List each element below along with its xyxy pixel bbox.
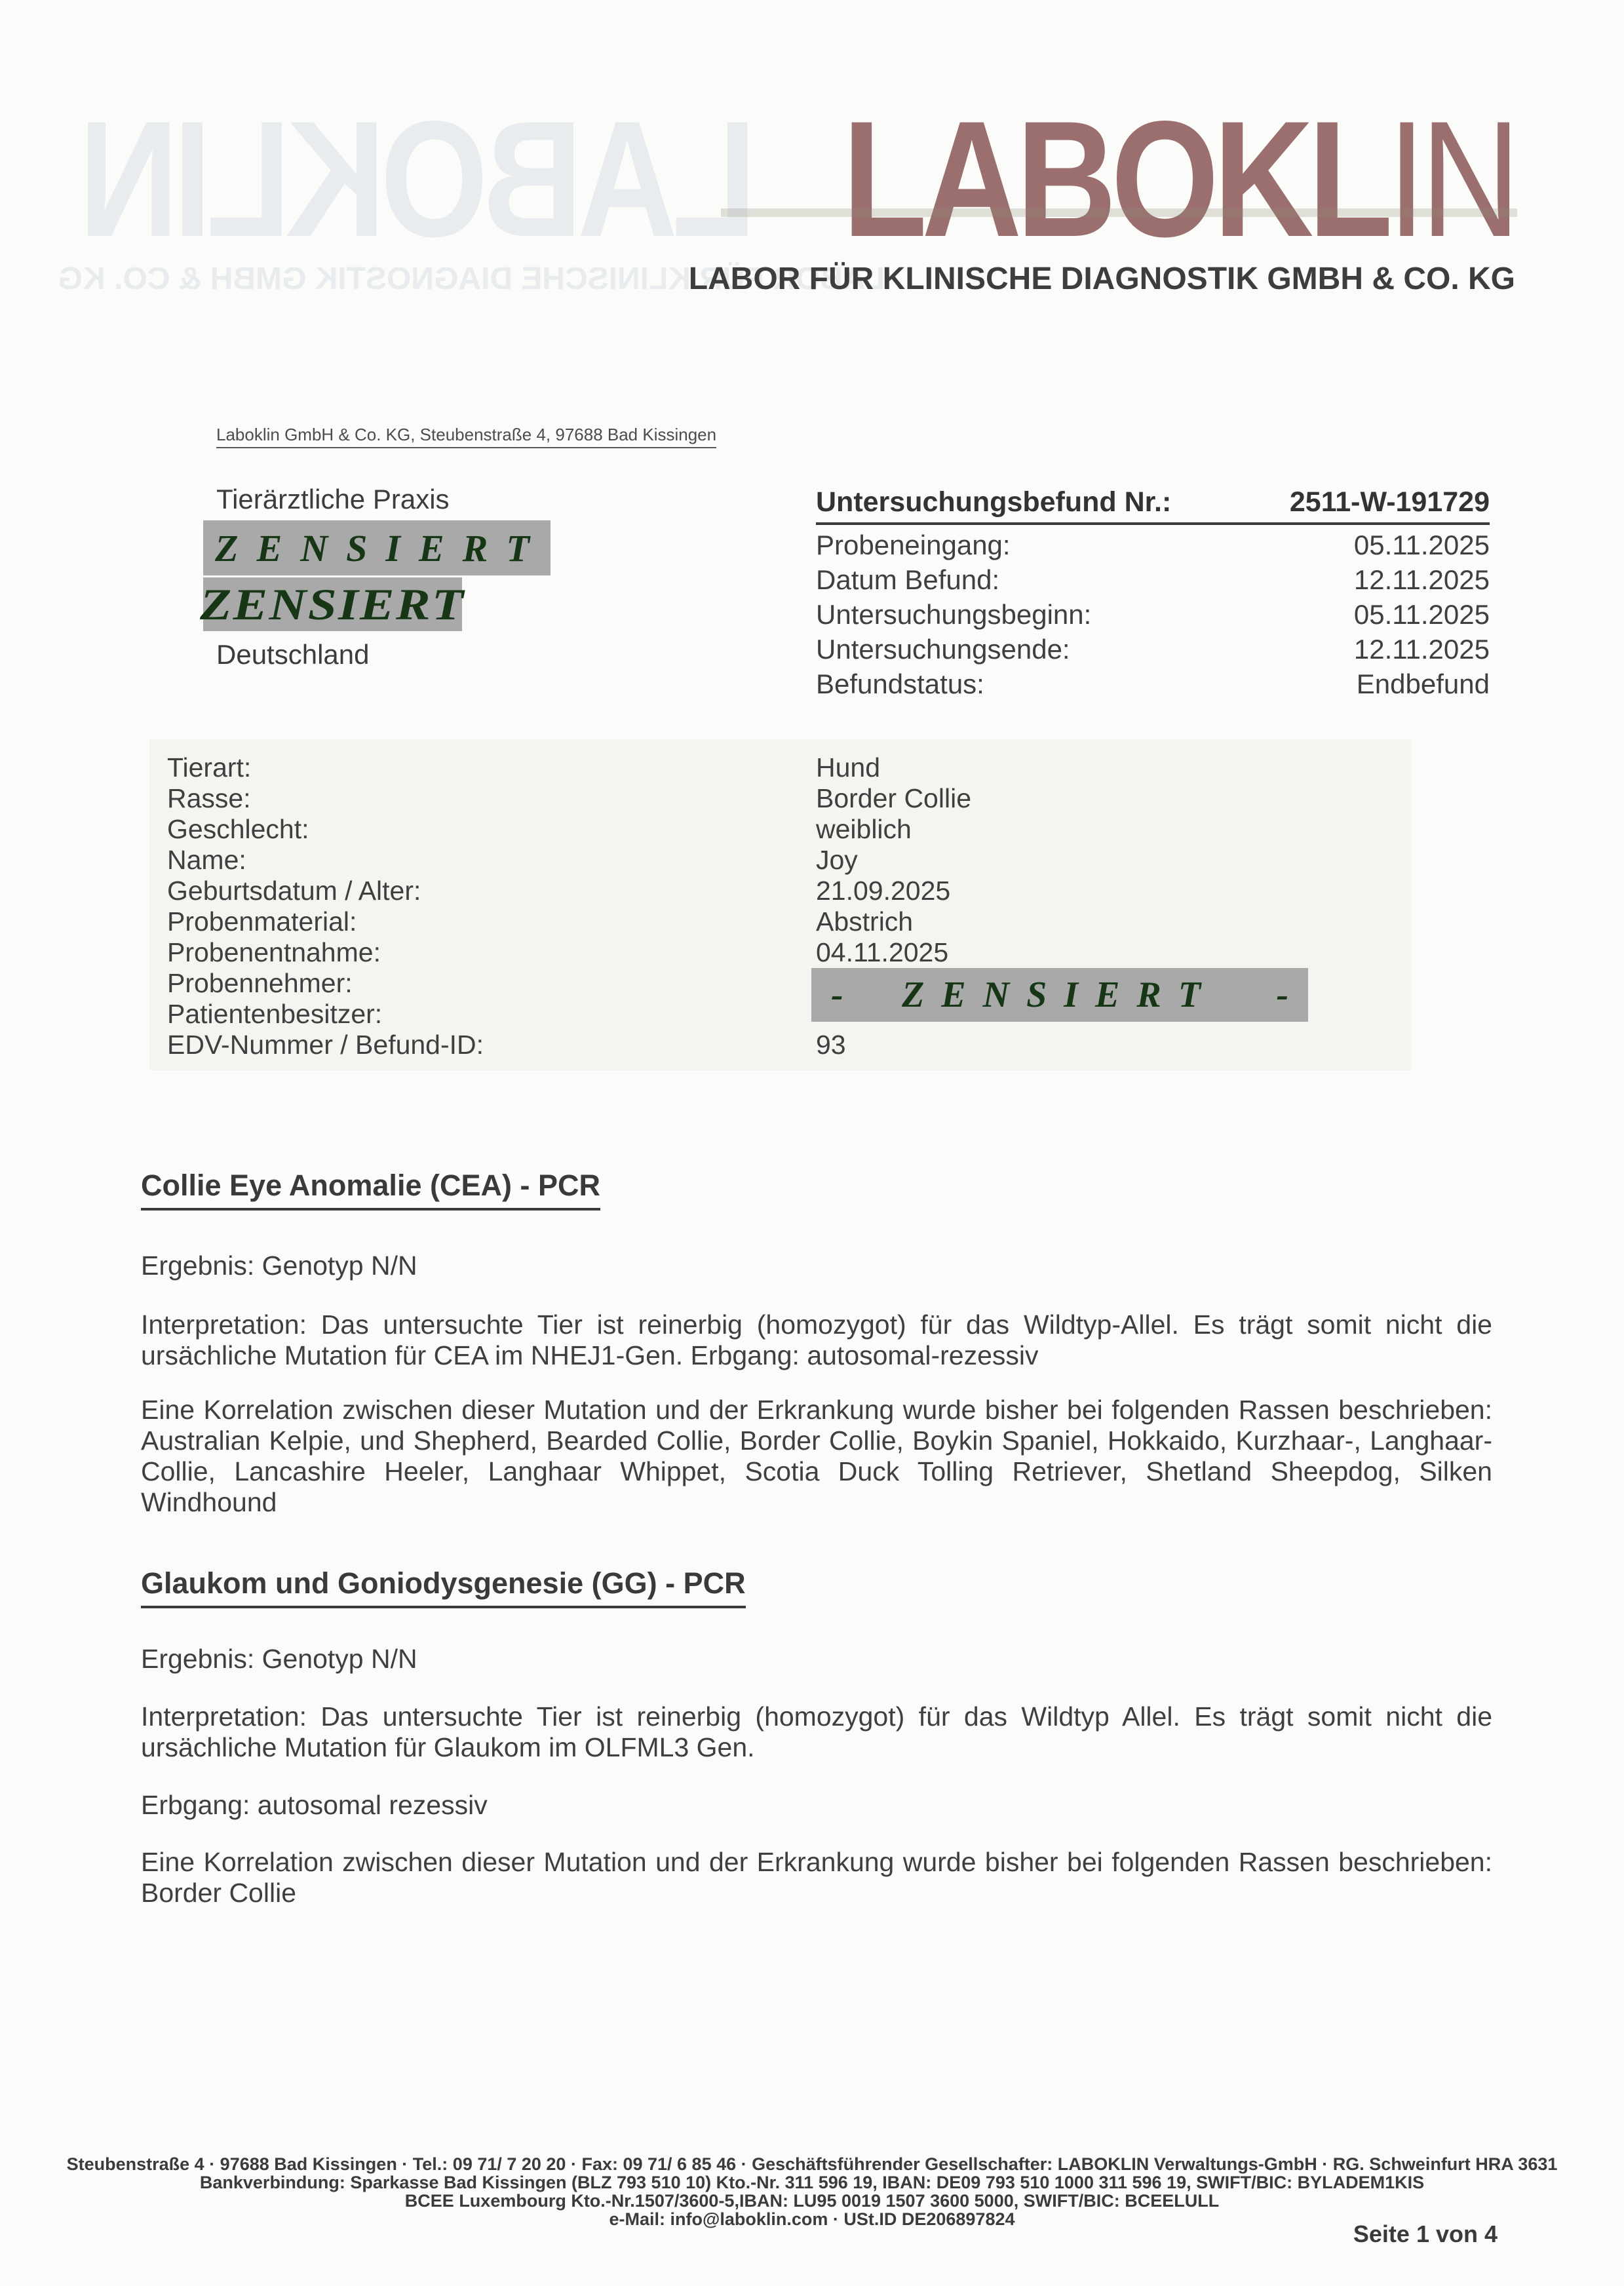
row-value: Hund [816,752,881,783]
row-value: weiblich [816,814,912,844]
censor-dash-left: - [831,975,843,1015]
row-label: Befundstatus: [816,668,984,699]
report-header-row [816,528,1490,562]
report-header-row [816,597,1490,632]
row-label: Untersuchungsbeginn: [816,599,1092,630]
logo-wordmark-bold: LABOKL [842,87,1388,271]
report-header-rows [816,528,1490,701]
patient-info-block [167,752,1412,1060]
patient-row [167,845,1412,876]
row-label: Tierart: [167,752,252,783]
footer-line: e-Mail: info@laboklin.com · USt.ID DE206897824 [609,2209,1015,2229]
row-value: Abstrich [816,906,914,937]
row-label: Datum Befund: [816,564,1000,595]
row-value: 12.11.2025 [1353,634,1490,665]
censored-name-text: ZENSIERT [215,526,548,570]
patient-row [167,783,1412,814]
row-label: Patientenbesitzer: [167,999,383,1029]
report-number-label: Untersuchungsbefund Nr.: [816,486,1172,518]
report-header-row [816,562,1490,597]
row-value: 21.09.2025 [816,876,951,906]
watermark-logo-text: LABOKLIN [84,87,757,271]
footer-line: BCEE Luxembourg Kto.-Nr.1507/3600-5,IBAN: LU95 0019 1507 3600 5000, SWIFT/BIC: BCEELULL [404,2191,1220,2211]
gg-correlation: Eine Korrelation zwischen dieser Mutation und der Erkrankung wurde bisher bei folgenden Rassen beschrieben: Border Collie [141,1847,1492,1908]
row-label: Untersuchungsende: [816,634,1070,665]
report-number-value: 2511-W-191729 [1289,486,1490,518]
patient-row [167,906,1412,937]
watermark-logo-subtitle: LABOR FÜR KLINISCHE DIAGNOSTIK GMBH & CO. KG [58,262,885,296]
report-header-row [816,667,1490,701]
row-value: 93 [816,1030,846,1060]
row-label: Geburtsdatum / Alter: [167,876,421,906]
footer-line: Bankverbindung: Sparkasse Bad Kissingen (BLZ 793 510 10) Kto.-Nr. 311 596 19, IBAN: DE09 793 510 1000 311 596 19, SWIFT/BIC: BYLADEM1KIS [199,2173,1425,2192]
scan-artifact-band [721,208,1517,217]
cea-correlation: Eine Korrelation zwischen dieser Mutation und der Erkrankung wurde bisher bei folgenden Rassen beschrieben: Australian Kelpie, und Shepherd, Bearded Collie, Border Collie, Boykin Spaniel, Hokkaido, Kurzhaar-, Langhaar-Collie, Lancashire Heeler, Langhaar Whippet, Scotia Duck Tolling Retriever, Shetland Sheepdog, Silken Windhound [141,1395,1492,1517]
logo-wordmark-light: IN [1387,87,1515,271]
row-value: Endbefund [1356,668,1490,699]
row-label: Geschlecht: [167,814,309,844]
page-number: Seite 1 von 4 [1353,2220,1498,2247]
report-number-row [816,486,1490,525]
row-label: Probenentnahme: [167,937,381,967]
row-value: 04.11.2025 [816,937,949,967]
section-heading-gg: Glaukom und Goniodysgenesie (GG) - PCR [141,1566,746,1608]
logo-wordmark [842,87,1515,271]
row-label: EDV-Nummer / Befund-ID: [167,1030,484,1060]
gg-erbgang: Erbgang: autosomal rezessiv [141,1790,488,1820]
footer-block [48,2155,1576,2228]
report-header [816,486,1490,701]
cea-interpretation: Interpretation: Das untersuchte Tier ist reinerbig (homozygot) für das Wildtyp-Allel. Es trägt somit nicht die ursächliche Mutation für CEA im NHEJ1-Gen. Erbgang: autosomal-rezessiv [141,1309,1492,1370]
row-label: Probennehmer: [167,968,353,998]
gg-result: Ergebnis: Genotyp N/N [141,1644,417,1674]
footer-line: Steubenstraße 4 · 97688 Bad Kissingen · Tel.: 09 71/ 7 20 20 · Fax: 09 71/ 6 85 46 · Geschäftsführender Gesellschafter: LABOKLIN Verwaltungs-GmbH · RG. Schweinfurt HRA 3631 [66,2154,1558,2174]
censored-street-text: ZENSIERT [200,579,465,629]
censored-owner-box [811,968,1308,1022]
patient-row [167,937,1412,968]
censor-dash-right: - [1276,975,1288,1015]
row-label: Probenmaterial: [167,906,357,937]
logo-subtitle: LABOR FÜR KLINISCHE DIAGNOSTIK GMBH & CO. KG [688,262,1515,296]
censored-street-box [200,577,465,631]
row-value: 05.11.2025 [1353,530,1490,560]
patient-row [167,752,1412,783]
recipient-block [200,484,551,670]
row-value: Border Collie [816,783,971,813]
recipient-practice: Tierärztliche Praxis [216,484,450,514]
section-heading-cea: Collie Eye Anomalie (CEA) - PCR [141,1169,600,1211]
patient-row [167,876,1412,906]
recipient-country: Deutschland [216,639,370,670]
patient-row [167,1030,1412,1060]
report-header-row [816,632,1490,667]
row-value: 12.11.2025 [1353,564,1490,595]
censored-owner-text: ZENSIERT [902,975,1218,1015]
row-value: Joy [816,845,858,875]
row-label: Rasse: [167,783,251,813]
patient-row [167,814,1412,845]
gg-interpretation: Interpretation: Das untersuchte Tier ist reinerbig (homozygot) für das Wildtyp Allel. Es trägt somit nicht die ursächliche Mutation für Glaukom im OLFML3 Gen. [141,1701,1492,1762]
row-value: 05.11.2025 [1353,599,1490,630]
censored-name-box [203,520,551,575]
cea-result: Ergebnis: Genotyp N/N [141,1250,417,1281]
laboklin-logo [688,87,1515,297]
sender-address-line: Laboklin GmbH & Co. KG, Steubenstraße 4, 97688 Bad Kissingen [216,425,716,448]
row-label: Name: [167,845,246,875]
row-label: Probeneingang: [816,530,1011,560]
